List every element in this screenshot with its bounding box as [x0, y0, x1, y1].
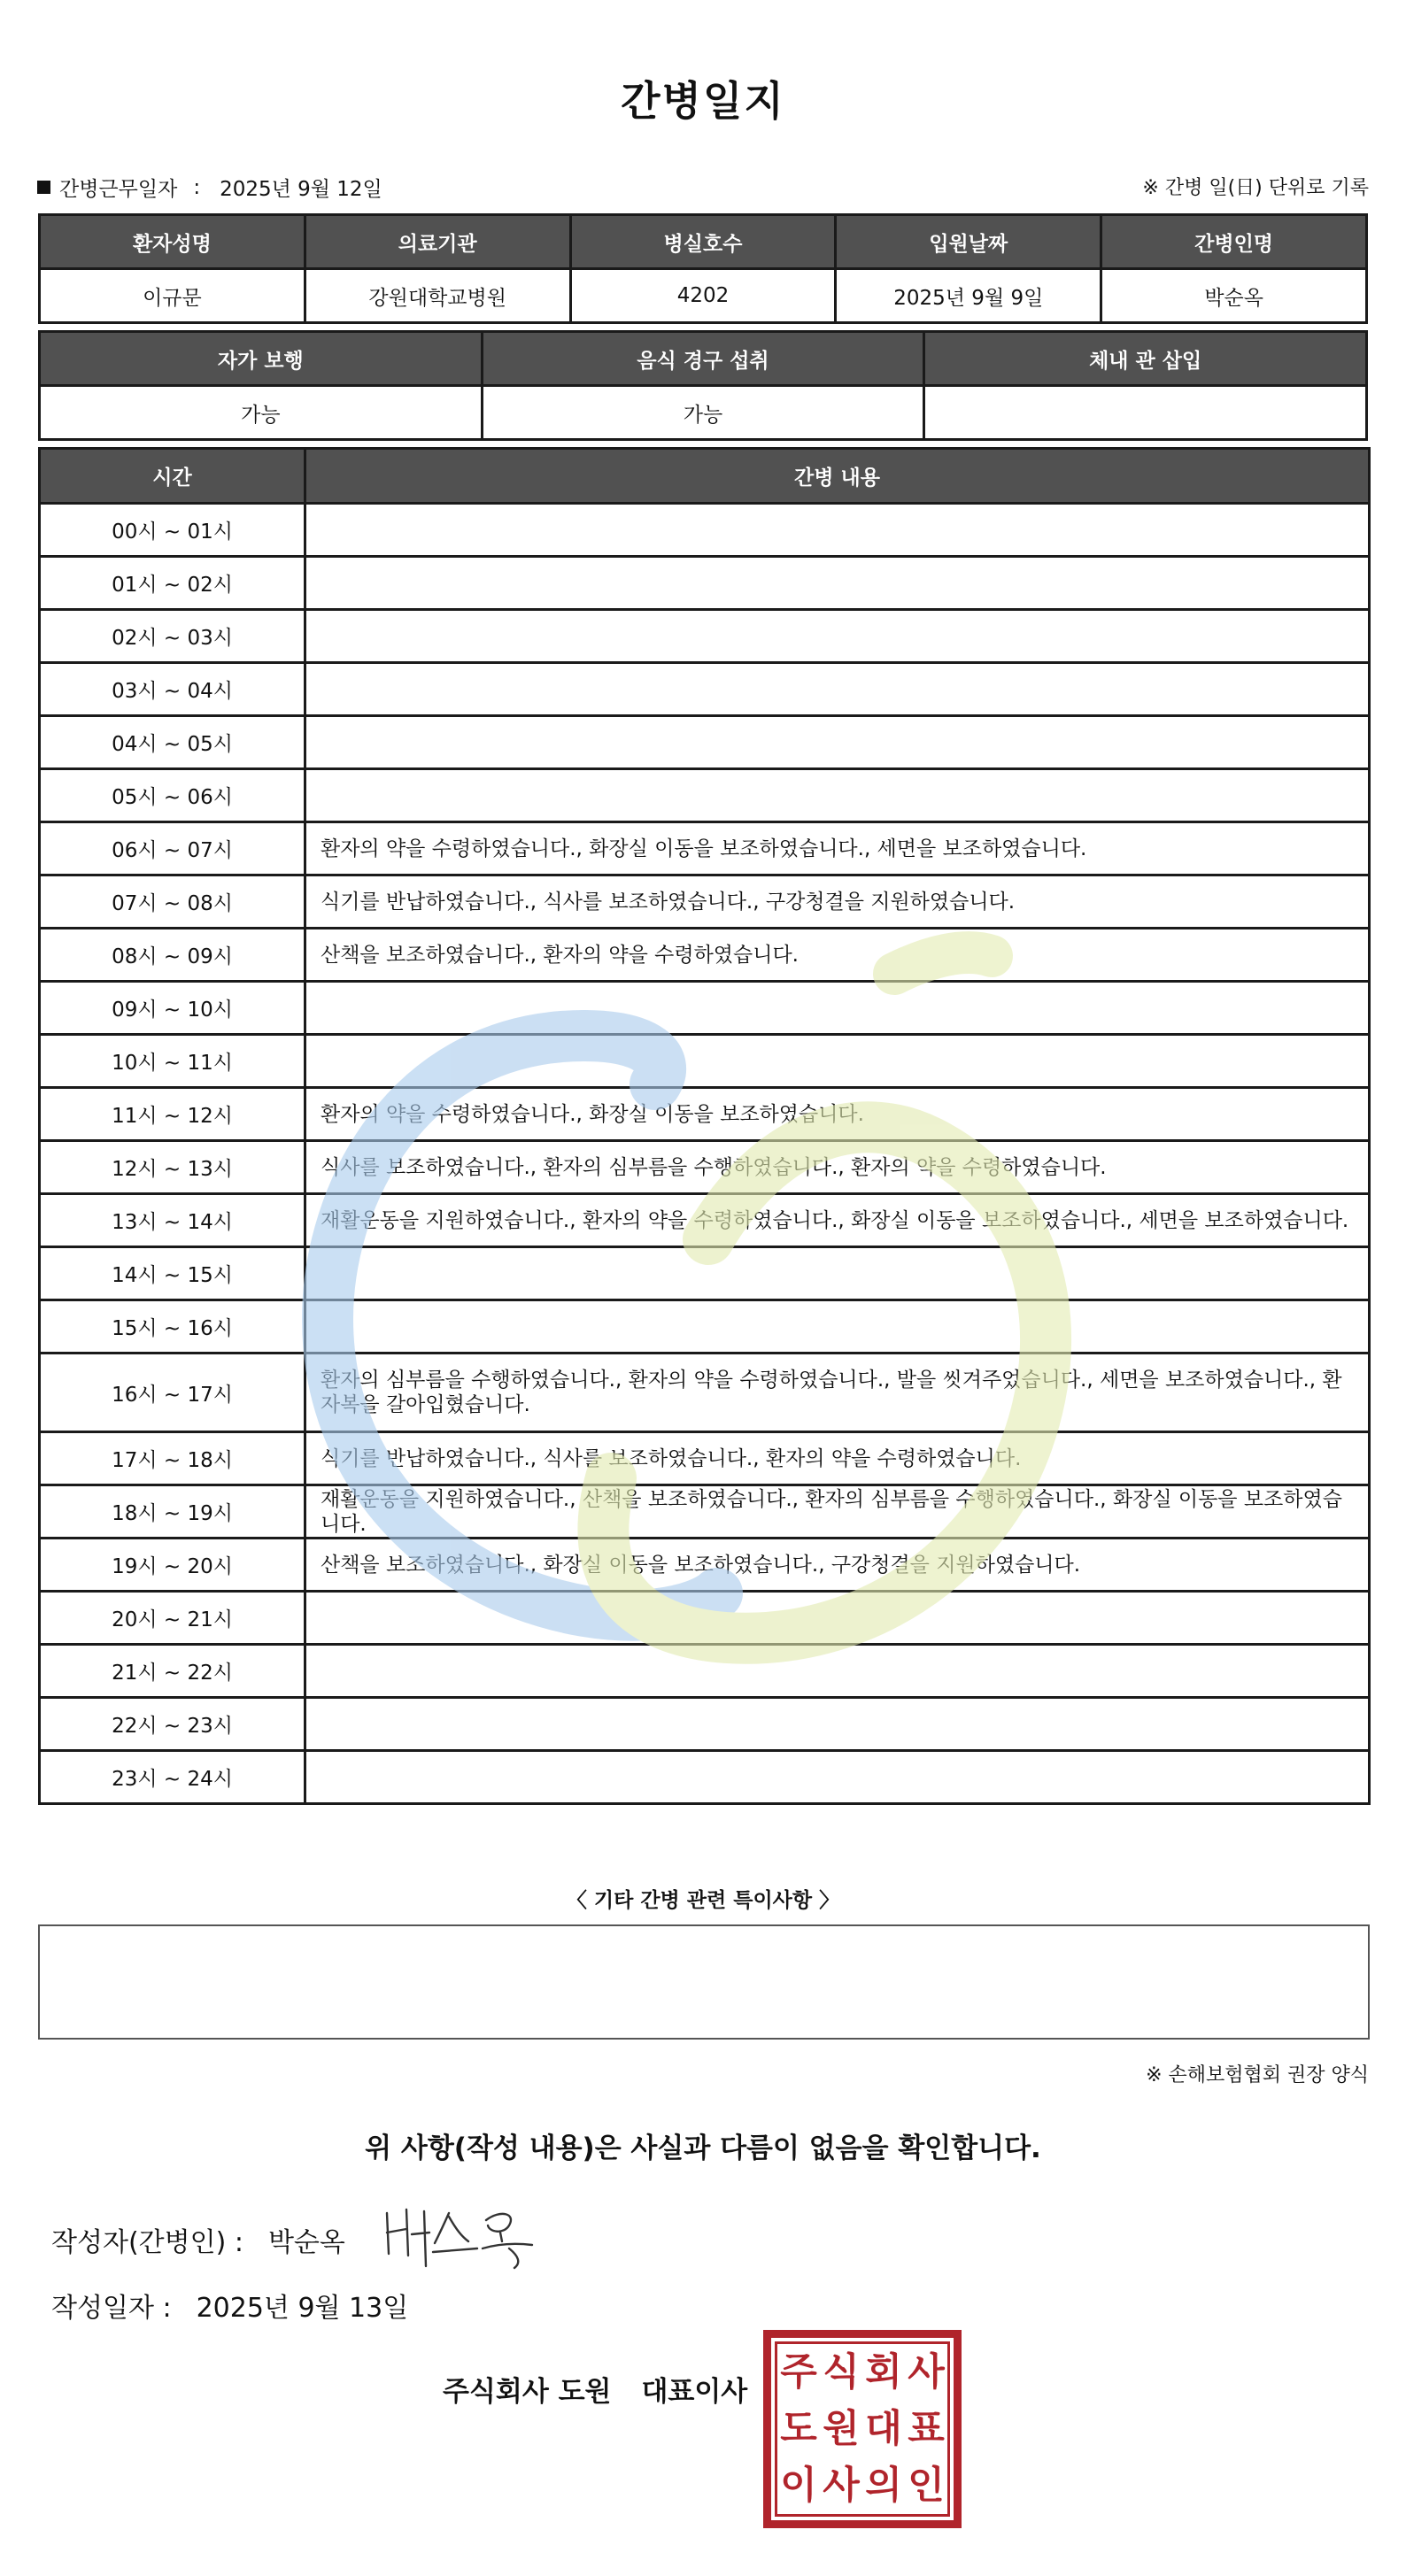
time-cell: 18시 ~ 19시: [40, 1485, 305, 1539]
time-cell: 13시 ~ 14시: [40, 1194, 305, 1247]
table-row: [40, 1751, 1370, 1804]
time-cell: 08시 ~ 09시: [40, 929, 305, 982]
care-content-cell: [305, 1645, 1370, 1698]
care-content-cell: 식사를 보조하였습니다., 환자의 심부름을 수행하였습니다., 환자의 약을 수령하였습니다.: [305, 1141, 1370, 1194]
time-cell: 23시 ~ 24시: [40, 1751, 305, 1804]
table-row: [40, 1247, 1370, 1300]
written-date-label: 작성일자 :: [51, 2293, 172, 2324]
self-walking-cell: 가능: [40, 386, 483, 440]
care-content-cell: [305, 504, 1370, 557]
written-date-row: [51, 2286, 408, 2325]
tube-insertion-cell: [924, 386, 1367, 440]
header-self-walking: 자가 보행: [40, 332, 483, 386]
care-content-cell: 환자의 약을 수령하였습니다., 화장실 이동을 보조하였습니다.: [305, 1088, 1370, 1141]
author-row: [51, 2220, 345, 2259]
patient-info-header-row: [40, 215, 1367, 269]
time-cell: 03시 ~ 04시: [40, 663, 305, 716]
form-source-note: ※ 손해보험협회 권장 양식: [1146, 2064, 1369, 2086]
time-cell: 11시 ~ 12시: [40, 1088, 305, 1141]
time-cell: 05시 ~ 06시: [40, 769, 305, 822]
seal-line: 도 원 대 표: [780, 2407, 945, 2451]
time-cell: 20시 ~ 21시: [40, 1592, 305, 1645]
care-content-cell: 산책을 보조하였습니다., 화장실 이동을 보조하였습니다., 구강청결을 지원하였습니다.: [305, 1539, 1370, 1592]
care-content-cell: 식기를 반납하였습니다., 식사를 보조하였습니다., 환자의 약을 수령하였습니다.: [305, 1432, 1370, 1485]
care-content-cell: [305, 663, 1370, 716]
time-cell: 22시 ~ 23시: [40, 1698, 305, 1751]
care-content-cell: [305, 610, 1370, 663]
patient-name-cell: 이규문: [40, 269, 305, 323]
author-label: 작성자(간병인) :: [51, 2227, 243, 2258]
header-hospital: 의료기관: [305, 215, 570, 269]
seal-inner-frame: [775, 2341, 950, 2517]
patient-info-value-row: [40, 269, 1367, 323]
table-row: [40, 1035, 1370, 1088]
company-name: 주식회사 도원: [443, 2376, 612, 2408]
care-content-cell: [305, 1751, 1370, 1804]
time-cell: 06시 ~ 07시: [40, 822, 305, 875]
patient-info-table: [38, 213, 1368, 324]
table-row: [40, 1432, 1370, 1485]
care-content-cell: 식기를 반납하였습니다., 식사를 보조하였습니다., 구강청결을 지원하였습니다.: [305, 875, 1370, 929]
header-time: 시간: [40, 449, 305, 504]
table-row: [40, 716, 1370, 769]
time-cell: 10시 ~ 11시: [40, 1035, 305, 1088]
table-row: [40, 1592, 1370, 1645]
table-row: [40, 1698, 1370, 1751]
care-content-cell: 환자의 심부름을 수행하였습니다., 환자의 약을 수령하였습니다., 발을 씻겨주었습니다., 세면을 보조하였습니다., 환자복을 갈아입혔습니다.: [305, 1354, 1370, 1432]
room-number-cell: 4202: [570, 269, 836, 323]
time-cell: 14시 ~ 15시: [40, 1247, 305, 1300]
work-date-value: 2025년 9월 12일: [220, 178, 382, 201]
table-row: [40, 1645, 1370, 1698]
time-cell: 09시 ~ 10시: [40, 982, 305, 1035]
care-content-cell: 환자의 약을 수령하였습니다., 화장실 이동을 보조하였습니다., 세면을 보조하였습니다.: [305, 822, 1370, 875]
table-row: [40, 769, 1370, 822]
special-notes-box: [38, 1924, 1370, 2040]
time-cell: 15시 ~ 16시: [40, 1300, 305, 1354]
time-cell: 16시 ~ 17시: [40, 1354, 305, 1432]
care-content-cell: 산책을 보조하였습니다., 환자의 약을 수령하였습니다.: [305, 929, 1370, 982]
care-content-cell: [305, 982, 1370, 1035]
black-square-icon: [37, 181, 50, 194]
oral-intake-cell: 가능: [482, 386, 924, 440]
table-row: [40, 1088, 1370, 1141]
status-info-header-row: [40, 332, 1367, 386]
time-cell: 17시 ~ 18시: [40, 1432, 305, 1485]
time-cell: 02시 ~ 03시: [40, 610, 305, 663]
header-tube-insertion: 체내 관 삽입: [924, 332, 1367, 386]
care-content-cell: 재활운동을 지원하였습니다., 산책을 보조하였습니다., 환자의 심부름을 수행하였습니다., 화장실 이동을 보조하였습니다.: [305, 1485, 1370, 1539]
seal-line: 이 사 의 인: [780, 2464, 945, 2508]
header-room-number: 병실호수: [570, 215, 836, 269]
care-content-cell: [305, 1035, 1370, 1088]
admission-date-cell: 2025년 9월 9일: [836, 269, 1101, 323]
confirmation-statement: 위 사항(작성 내용)은 사실과 다름이 없음을 확인합니다.: [365, 2133, 1041, 2164]
time-cell: 07시 ~ 08시: [40, 875, 305, 929]
care-content-cell: [305, 1300, 1370, 1354]
table-row: [40, 504, 1370, 557]
header-caregiver-name: 간병인명: [1101, 215, 1367, 269]
handwritten-signature-icon: [376, 2194, 545, 2273]
table-row: [40, 929, 1370, 982]
care-log-table: [38, 447, 1371, 1805]
care-log-header-row: [40, 449, 1370, 504]
header-care-content: 간병 내용: [305, 449, 1370, 504]
time-cell: 19시 ~ 20시: [40, 1539, 305, 1592]
care-content-cell: 재활운동을 지원하였습니다., 환자의 약을 수령하였습니다., 화장실 이동을 보조하였습니다., 세면을 보조하였습니다.: [305, 1194, 1370, 1247]
table-row: [40, 1485, 1370, 1539]
table-row: [40, 557, 1370, 610]
care-content-cell: [305, 1247, 1370, 1300]
table-row: [40, 663, 1370, 716]
unit-note: ※ 간병 일(日) 단위로 기록: [1142, 177, 1369, 199]
table-row: [40, 982, 1370, 1035]
table-row: [40, 1539, 1370, 1592]
care-content-cell: [305, 716, 1370, 769]
header-oral-intake: 음식 경구 섭취: [482, 332, 924, 386]
special-notes-title: 〈 기타 간병 관련 특이사항 〉: [566, 1889, 840, 1912]
page-title: 간병일지: [621, 77, 785, 125]
time-cell: 12시 ~ 13시: [40, 1141, 305, 1194]
header-admission-date: 입원날짜: [836, 215, 1101, 269]
table-row: [40, 1194, 1370, 1247]
caregiver-name-cell: 박순옥: [1101, 269, 1367, 323]
table-row: [40, 875, 1370, 929]
care-content-cell: [305, 1592, 1370, 1645]
status-info-table: [38, 330, 1368, 441]
company-signature-line: [443, 2369, 747, 2409]
table-row: [40, 1354, 1370, 1432]
work-date-label: 간병근무일자: [59, 178, 178, 201]
care-content-cell: [305, 557, 1370, 610]
author-name: 박순옥: [267, 2227, 345, 2258]
care-content-cell: [305, 769, 1370, 822]
care-content-cell: [305, 1698, 1370, 1751]
representative-title: 대표이사: [641, 2376, 748, 2408]
work-date-separator: :: [193, 175, 201, 199]
time-cell: 21시 ~ 22시: [40, 1645, 305, 1698]
written-date-value: 2025년 9월 13일: [196, 2293, 409, 2324]
status-info-value-row: [40, 386, 1367, 440]
header-patient-name: 환자성명: [40, 215, 305, 269]
table-row: [40, 1300, 1370, 1354]
hospital-cell: 강원대학교병원: [305, 269, 570, 323]
time-cell: 01시 ~ 02시: [40, 557, 305, 610]
company-seal-icon: [763, 2330, 962, 2528]
work-date-row: [37, 173, 382, 202]
table-row: [40, 822, 1370, 875]
time-cell: 00시 ~ 01시: [40, 504, 305, 557]
table-row: [40, 610, 1370, 663]
table-row: [40, 1141, 1370, 1194]
time-cell: 04시 ~ 05시: [40, 716, 305, 769]
seal-line: 주 식 회 사: [780, 2350, 945, 2395]
